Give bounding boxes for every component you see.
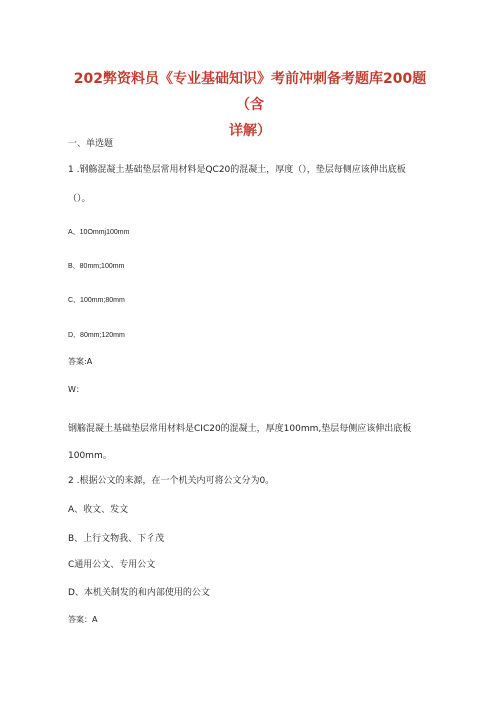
document-title [60, 66, 440, 144]
section-heading: 一、单选题 [68, 139, 114, 149]
question-1-option-a: A、10Ommj100mm [68, 229, 130, 236]
question-1-analysis-label: W： [68, 385, 84, 394]
question-1-analysis-line-1: 钢觞混凝土基础垫层常用材料是CIC20的混凝土，厚度100mm,垫层每侧应该伸出底板 [68, 424, 412, 434]
question-2-option-a: A、收文、发文 [68, 505, 129, 515]
question-2-option-b: B、上行文物我、下彳茂 [68, 534, 165, 544]
question-1-stem-line-1: 1 .钢觞混凝土基础垫层常用材料是QC20的混凝土，厚度（），垫层每侧应该伸出底板 [68, 165, 406, 175]
document-title-line-2: 详解） [229, 123, 271, 139]
question-1-answer: 答案:A [68, 357, 93, 366]
question-1-option-c: C、100mm;80mm [68, 297, 125, 304]
question-1-option-b: B、80mm;100mm [68, 263, 125, 270]
question-2-option-d: D、本机关制发的和内部使用的公文 [68, 588, 210, 598]
question-1-analysis-line-2: 100mm。 [68, 451, 112, 461]
question-2-answer: 答案：A [68, 615, 98, 624]
question-2-option-c: C通用公文、专用公文 [68, 560, 156, 570]
question-1-option-d: D、80mm;120mm [68, 332, 125, 339]
document-title-line-1: 202弊资料员《专业基础知识》考前冲刺备考题库200题（含 [73, 71, 427, 113]
question-2-stem: 2 .根据公文的来源，在一个机关内可将公文分为0。 [68, 476, 275, 486]
question-1-stem-line-2: （）。 [68, 194, 91, 204]
